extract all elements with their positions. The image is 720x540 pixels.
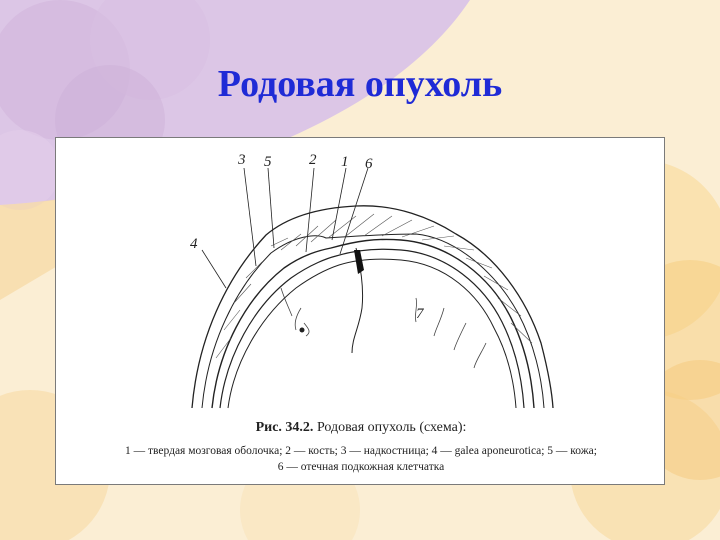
figure-legend-line-2: 6 — отечная подкожная клетчатка	[277, 461, 445, 473]
label-7: 7	[416, 306, 424, 322]
vessel-dot	[300, 328, 305, 333]
label-4: 4	[190, 236, 198, 252]
figure-number: Рис. 34.2.	[255, 420, 314, 435]
skin-outline	[192, 206, 553, 408]
figure-legend-line-1: 1 — твердая мозговая оболочка; 2 — кость; 3 — надкостница; 4 — galea aponeurotica; 5 — кожа;	[125, 445, 597, 457]
label-5: 5	[264, 154, 272, 170]
dura-layer	[228, 259, 516, 408]
leader-lines	[202, 168, 368, 288]
figure-title: Родовая опухоль (схема):	[316, 420, 467, 435]
figure-frame	[55, 137, 665, 485]
skull-cross-section-diagram	[56, 138, 665, 413]
bone-inner-layer	[220, 249, 524, 408]
sagittal-sinus	[354, 250, 364, 274]
label-3: 3	[238, 152, 246, 168]
label-6: 6	[365, 156, 373, 172]
slide-title: Родовая опухоль	[217, 63, 503, 105]
figure-caption-title	[56, 420, 665, 436]
galea-layer	[202, 234, 544, 408]
label-2: 2	[309, 152, 317, 168]
label-1: 1	[341, 154, 349, 170]
brain-gyri	[281, 288, 486, 368]
